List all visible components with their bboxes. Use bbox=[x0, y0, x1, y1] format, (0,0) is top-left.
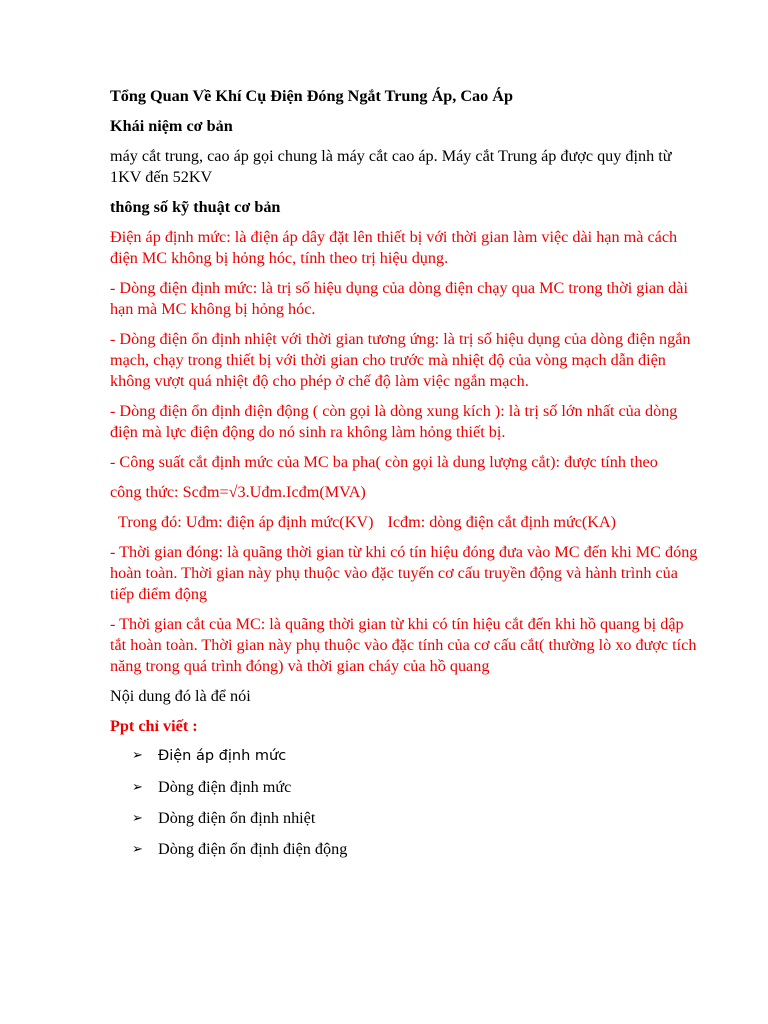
bullet-text: Dòng điện ổn định nhiệt bbox=[158, 809, 316, 827]
spec-breaking-time: - Thời gian cắt của MC: là quãng thời gian từ khi có tín hiệu cắt đến khi hồ quang bị dập tắt hoàn toàn. Thời gian này phụ thuộc vào đặc tính của cơ cấu cắt( thường lò xo được tích năng trong quá trình đóng) và thời gian cháy của hồ quang bbox=[110, 615, 697, 675]
list-item bbox=[110, 839, 700, 860]
formula-legend bbox=[110, 512, 700, 533]
ppt-bullet-list bbox=[110, 745, 700, 860]
arrow-right-icon: ➢ bbox=[132, 842, 143, 857]
arrow-right-icon: ➢ bbox=[132, 748, 143, 763]
formula-legend-current: Icđm: dòng điện cắt định mức(KA) bbox=[387, 513, 617, 531]
document-title: Tổng Quan Về Khí Cụ Điện Đóng Ngắt Trung Áp, Cao Áp bbox=[110, 87, 513, 105]
spec-breaking-capacity: - Công suất cắt định mức của MC ba pha( còn gọi là dung lượng cắt): được tính theo bbox=[110, 453, 658, 471]
document-page bbox=[110, 86, 700, 870]
spec-closing-time: - Thời gian đóng: là quãng thời gian từ khi có tín hiệu đóng đưa vào MC đến khi MC đóng hoàn toàn. Thời gian này phụ thuộc vào đặc tuyến cơ cấu truyền động và hành trình của tiếp điểm động bbox=[110, 543, 698, 603]
concept-paragraph: máy cắt trung, cao áp gọi chung là máy cắt cao áp. Máy cắt Trung áp được quy định từ 1KV đến 52KV bbox=[110, 147, 672, 186]
arrow-right-icon: ➢ bbox=[132, 780, 143, 795]
formula-line: công thức: Scđm=√3.Uđm.Icđm(MVA) bbox=[110, 483, 366, 501]
ppt-heading: Ppt chỉ viết : bbox=[110, 717, 198, 735]
formula-legend-voltage: Trong đó: Uđm: điện áp định mức(KV) bbox=[118, 513, 374, 531]
spec-rated-voltage: Điện áp định mức: là điện áp dây đặt lên thiết bị với thời gian làm việc dài hạn mà cách điện MC không bị hỏng hóc, tính theo trị hiệu dụng. bbox=[110, 228, 678, 267]
bullet-text: Dòng điện định mức bbox=[158, 778, 292, 796]
spec-dynamic-current: - Dòng điện ổn định điện động ( còn gọi là dòng xung kích ): là trị số lớn nhất của dòng điện mà lực điện động do nó sinh ra không làm hỏng thiết bị. bbox=[110, 402, 678, 441]
bullet-text: Dòng điện ổn định điện động bbox=[158, 840, 348, 858]
list-item bbox=[110, 808, 700, 829]
bullet-text: Điện áp định mức bbox=[158, 748, 287, 764]
heading-concept: Khái niệm cơ bản bbox=[110, 117, 233, 135]
closing-remark: Nội dung đó là để nói bbox=[110, 687, 251, 705]
spec-thermal-current: - Dòng điện ổn định nhiệt với thời gian tương ứng: là trị số hiệu dụng của dòng điện ngắn mạch, chạy trong thiết bị với thời gian cho trước mà nhiệt độ của vòng mạch dẫn điện không vượt quá nhiệt độ cho phép ở chế độ làm việc ngắn mạch. bbox=[110, 330, 691, 390]
spec-rated-current: - Dòng điện định mức: là trị số hiệu dụng của dòng điện chạy qua MC trong thời gian dài hạn mà MC không bị hỏng hóc. bbox=[110, 279, 688, 318]
list-item bbox=[110, 745, 700, 767]
heading-specs: thông số kỹ thuật cơ bản bbox=[110, 198, 281, 216]
list-item bbox=[110, 777, 700, 798]
arrow-right-icon: ➢ bbox=[132, 811, 143, 826]
